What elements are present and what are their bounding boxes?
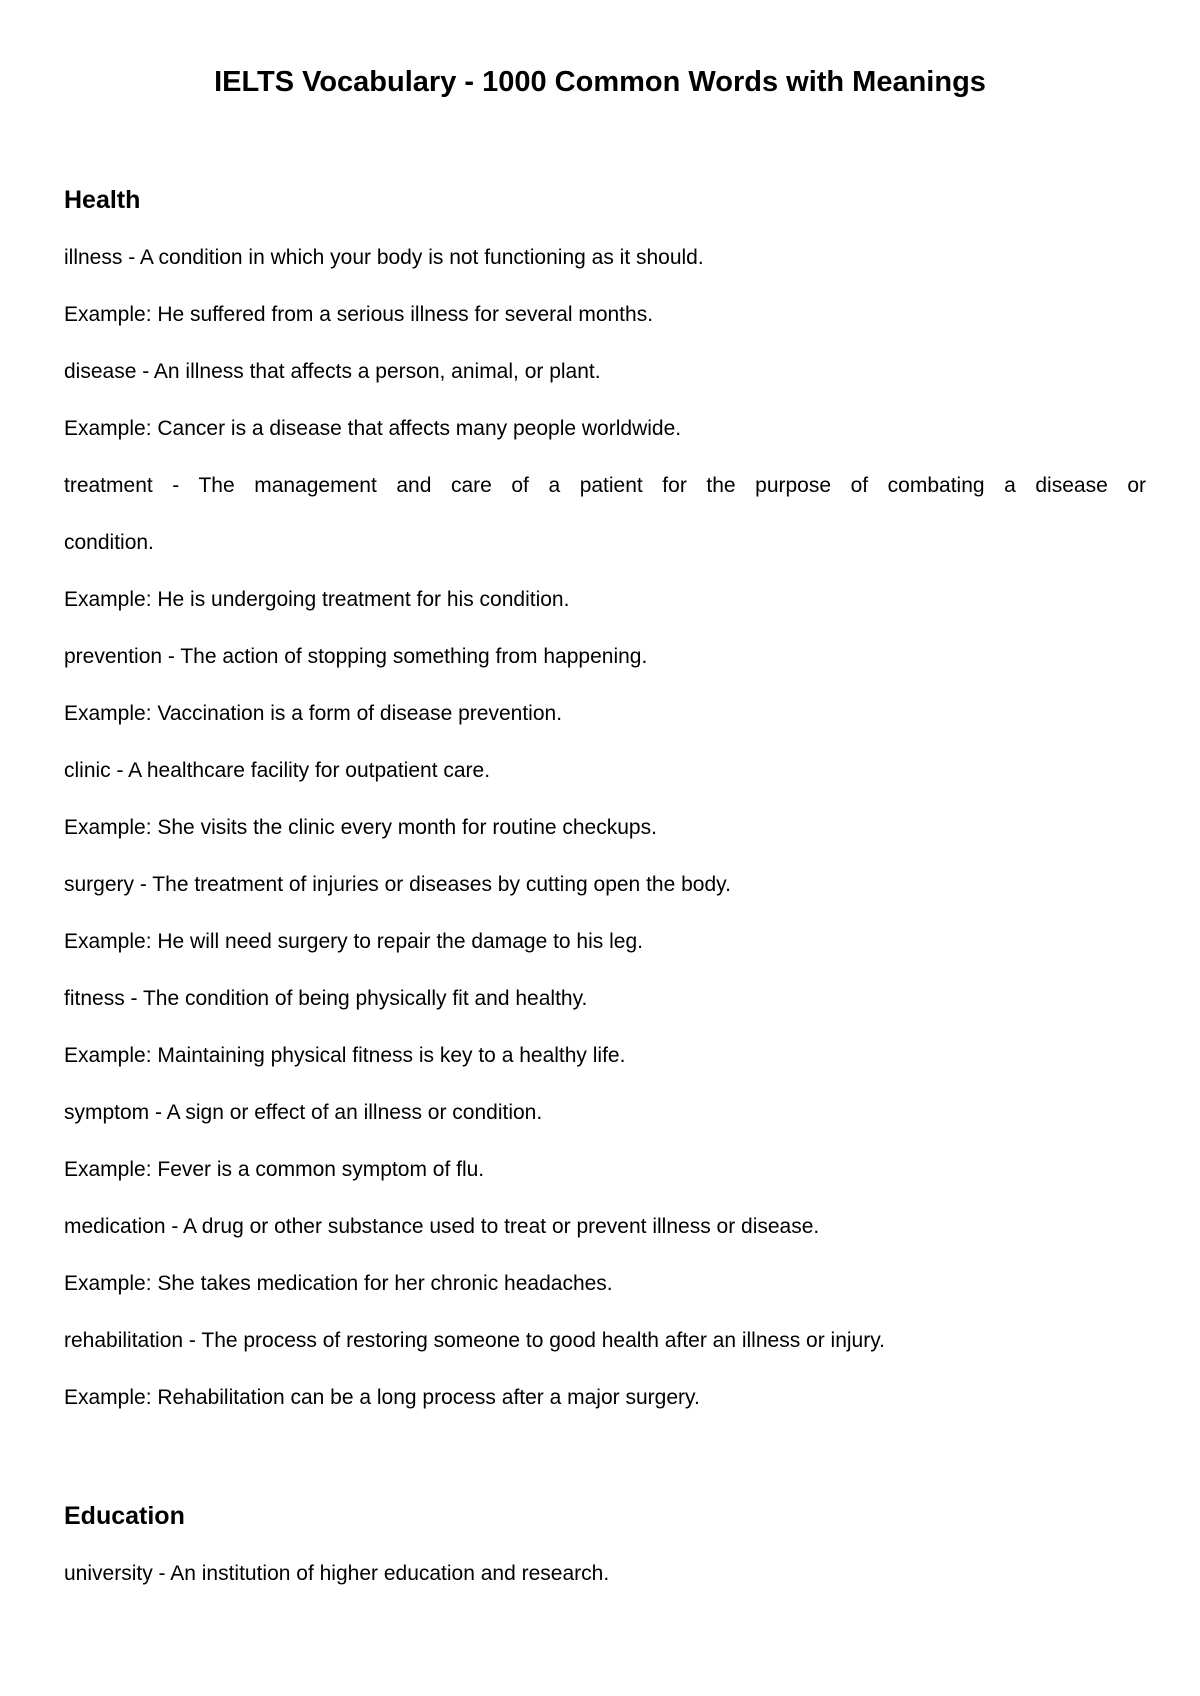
example-line: Example: She visits the clinic every month for routine checkups.: [64, 816, 657, 839]
definition-line: fitness - The condition of being physically fit and healthy.: [64, 987, 588, 1010]
document-title: IELTS Vocabulary - 1000 Common Words with Meanings: [214, 66, 986, 98]
example-line: Example: He will need surgery to repair the damage to his leg.: [64, 930, 643, 953]
definition-line: symptom - A sign or effect of an illness or condition.: [64, 1101, 543, 1124]
example-line: Example: He suffered from a serious illness for several months.: [64, 303, 654, 326]
definition-line: medication - A drug or other substance used to treat or prevent illness or disease.: [64, 1215, 820, 1238]
definition-line: clinic - A healthcare facility for outpatient care.: [64, 759, 491, 782]
section-heading-health: Health: [64, 186, 141, 214]
example-line: Example: Fever is a common symptom of flu.: [64, 1158, 485, 1181]
example-line: Example: Rehabilitation can be a long process after a major surgery.: [64, 1386, 700, 1409]
definition-line: university - An institution of higher education and research.: [64, 1562, 610, 1585]
definition-line: prevention - The action of stopping something from happening.: [64, 645, 648, 668]
section-heading-education: Education: [64, 1502, 185, 1530]
example-line: Example: She takes medication for her chronic headaches.: [64, 1272, 613, 1295]
definition-line-continuation: condition.: [64, 531, 154, 554]
definition-line: illness - A condition in which your body is not functioning as it should.: [64, 246, 704, 269]
definition-line: disease - An illness that affects a person, animal, or plant.: [64, 360, 601, 383]
definition-line: surgery - The treatment of injuries or diseases by cutting open the body.: [64, 873, 731, 896]
example-line: Example: Maintaining physical fitness is key to a healthy life.: [64, 1044, 626, 1067]
definition-line: treatment - The management and care of a patient for the purpose of combating a disease or: [64, 474, 1146, 497]
example-line: Example: He is undergoing treatment for his condition.: [64, 588, 570, 611]
example-line: Example: Vaccination is a form of disease prevention.: [64, 702, 563, 725]
definition-line: rehabilitation - The process of restoring someone to good health after an illness or injury.: [64, 1329, 886, 1352]
example-line: Example: Cancer is a disease that affects many people worldwide.: [64, 417, 682, 440]
